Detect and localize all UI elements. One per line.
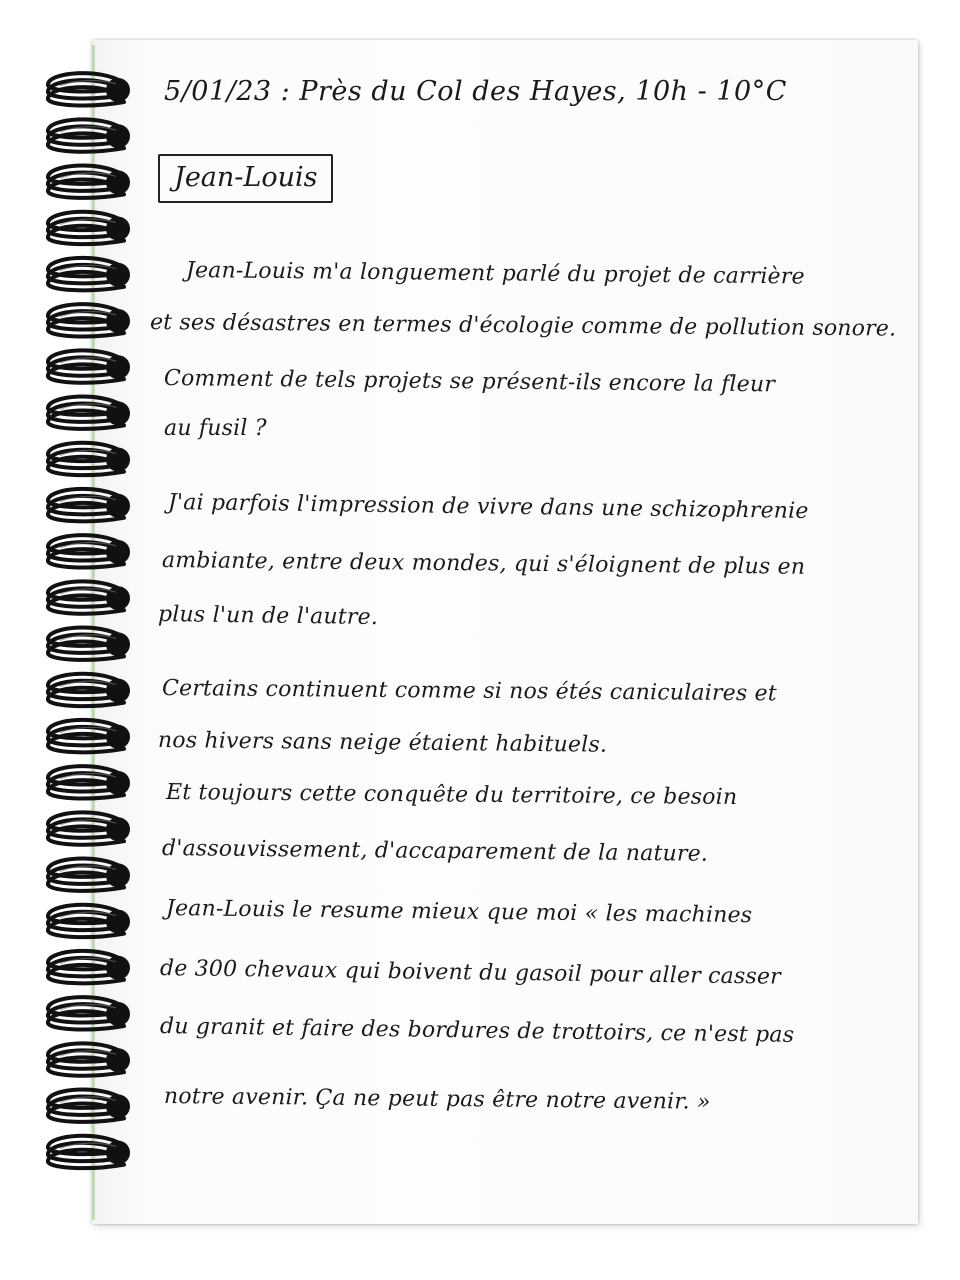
spiral-ring-icon [48,119,130,151]
spiral-ring-icon [48,73,130,105]
spiral-ring-icon [48,1043,130,1075]
spiral-ring-icon [48,443,130,475]
text-line: Comment de tels projets se présent-ils encore la fleur [163,366,776,398]
spiral-ring-icon [48,951,130,983]
spiral-ring-icon [48,905,130,937]
text-line: nos hivers sans neige étaient habituels. [157,728,608,758]
text-line: Jean-Louis m'a longuement parlé du projet de carrière [185,258,805,290]
spiral-ring-icon [48,720,130,752]
spiral-ring-icon [48,674,130,706]
spiral-ring-icon [48,350,130,382]
spiral-ring-icon [48,997,130,1029]
spiral-ring-icon [48,581,130,613]
text-line: plus l'un de l'autre. [157,602,379,631]
heading-text: Jean-Louis [174,162,318,193]
spiral-ring-icon [48,628,130,660]
spiral-ring-icon [48,766,130,798]
heading-box [158,154,333,203]
text-line: Certains continuent comme si nos étés caniculaires et [161,676,777,707]
text-line: au fusil ? [164,416,267,441]
text-line: d'assouvissement, d'accaparement de la nature. [161,836,709,867]
text-line: J'ai parfois l'impression de vivre dans une schizophrenie [167,490,809,524]
spiral-ring-icon [48,1136,130,1168]
text-line: notre avenir. Ça ne peut pas être notre avenir. » [163,1084,711,1115]
spiral-ring-icon [48,859,130,891]
text-line: Jean-Louis le resume mieux que moi « les machines [165,896,753,929]
spiral-ring-icon [48,166,130,198]
date-location-line: 5/01/23 : Près du Col des Hayes, 10h - 10°C [164,76,787,107]
spiral-ring-icon [48,535,130,567]
text-line: du granit et faire des bordures de trottoirs, ce n'est pas [159,1014,795,1048]
handwritten-content [150,70,900,1200]
spiral-ring-icon [48,212,130,244]
spiral-ring-icon [48,304,130,336]
text-line: ambiante, entre deux mondes, qui s'éloignent de plus en [161,548,806,580]
text-line: Et toujours cette conquête du territoire, ce besoin [165,780,738,810]
spiral-ring-icon [48,1090,130,1122]
spiral-ring-icon [48,812,130,844]
spiral-ring-icon [48,489,130,521]
spiral-ring-icon [48,258,130,290]
text-line: de 300 chevaux qui boivent du gasoil pour aller casser [159,956,782,990]
spiral-binding-icon [40,70,140,1210]
text-line: et ses désastres en termes d'écologie comme de pollution sonore. [149,310,897,342]
spiral-ring-icon [48,397,130,429]
